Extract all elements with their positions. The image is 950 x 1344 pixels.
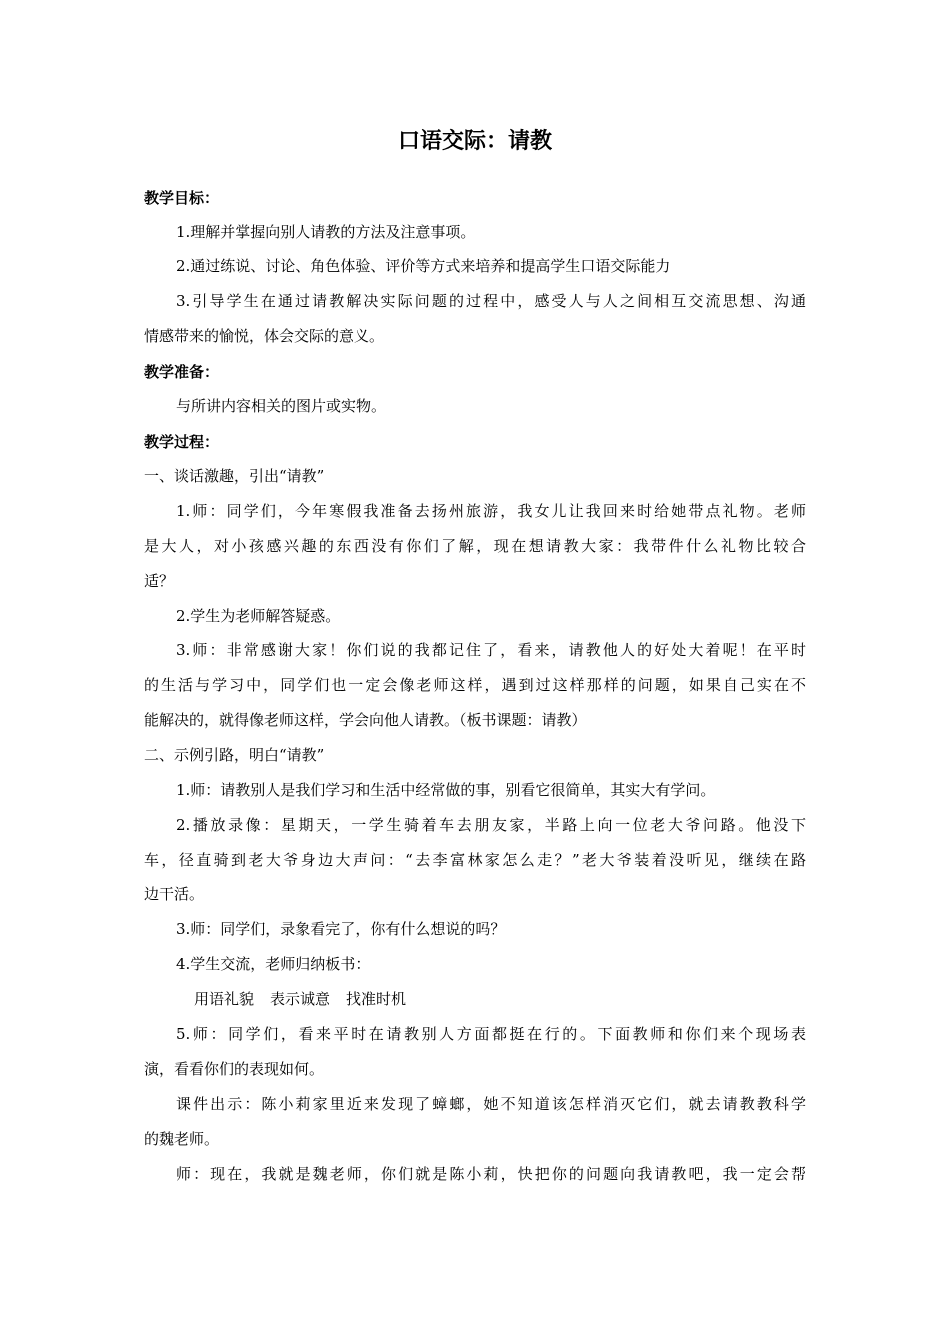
part2-p5-line-1: 5.师：同学们，看来平时在请教别人方面都挺在行的。下面教师和你们来个现场表 [176, 1025, 806, 1043]
part2-p7-line-1: 师：现在，我就是魏老师，你们就是陈小莉，快把你的问题向我请教吧，我一定会帮 [176, 1165, 806, 1183]
goals-item-3-line-1: 3.引导学生在通过请教解决实际问题的过程中，感受人与人之间相互交流思想、沟通 [176, 292, 806, 310]
part2-p2-line-2: 车，径直骑到老大爷身边大声问：“去李富林家怎么走？”老大爷装着没听见，继续在路 [144, 851, 806, 869]
part2-p2-line-3: 边干活。 [144, 885, 205, 903]
part1-p3-line-3: 能解决的，就得像老师这样，学会向他人请教。（板书课题：请教） [144, 711, 587, 729]
prep-heading: 教学准备： [144, 363, 220, 381]
part1-p1-line-1: 1.师：同学们，今年寒假我准备去扬州旅游，我女儿让我回来时给她带点礼物。老师 [176, 502, 806, 520]
part2-p6-line-2: 的魏老师。 [144, 1130, 220, 1148]
prep-text: 与所讲内容相关的图片或实物。 [176, 397, 387, 415]
process-heading: 教学过程： [144, 433, 220, 451]
part1-p1-line-2: 是大人，对小孩感兴趣的东西没有你们了解，现在想请教大家：我带件什么礼物比较合 [144, 537, 806, 555]
part1-p3-line-1: 3.师：非常感谢大家！你们说的我都记住了，看来，请教他人的好处大着呢！在平时 [176, 641, 806, 659]
part1-p3-line-2: 的生活与学习中，同学们也一定会像老师这样，遇到过这样那样的问题，如果自己实在不 [144, 676, 806, 694]
part1-title: 一、谈话激趣，引出“请教” [144, 467, 325, 485]
part2-p3: 3.师：同学们，录象看完了，你有什么想说的吗？ [176, 920, 506, 938]
part1-p2: 2.学生为老师解答疑惑。 [176, 607, 341, 625]
page-title: 口语交际：请教 [397, 129, 552, 154]
goals-item-3-line-2: 情感带来的愉悦，体会交际的意义。 [144, 327, 385, 345]
goals-heading: 教学目标： [144, 189, 220, 207]
board-item: 找准时机 [346, 990, 407, 1008]
part2-p5-line-2: 演，看看你们的表现如何。 [144, 1060, 325, 1078]
part2-p4: 4.学生交流，老师归纳板书： [176, 955, 371, 973]
part1-p1-line-3: 适？ [144, 572, 175, 590]
part2-p2-line-1: 2.播放录像：星期天，一学生骑着车去朋友家，半路上向一位老大爷问路。他没下 [176, 816, 806, 834]
goals-item-2: 2.通过练说、讨论、角色体验、评价等方式来培养和提高学生口语交际能力 [176, 257, 671, 275]
board-item: 表示诚意 [270, 990, 331, 1008]
goals-item-1: 1.理解并掌握向别人请教的方法及注意事项。 [176, 223, 476, 241]
board-item: 用语礼貌 [194, 990, 255, 1008]
part2-p6-line-1: 课件出示：陈小莉家里近来发现了蟑螂，她不知道该怎样消灭它们，就去请教教科学 [176, 1095, 806, 1113]
board-notes [194, 989, 806, 1009]
part2-title: 二、示例引路，明白“请教” [144, 746, 325, 764]
part2-p1: 1.师：请教别人是我们学习和生活中经常做的事，别看它很简单，其实大有学问。 [176, 781, 716, 799]
